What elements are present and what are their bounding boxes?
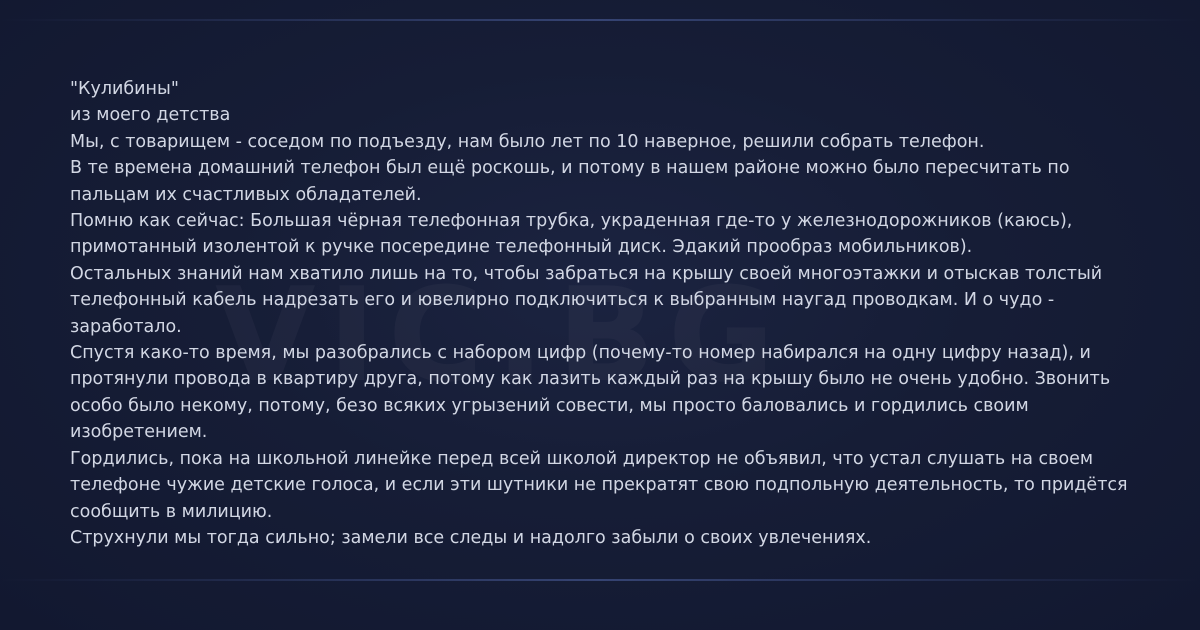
story-line: Гордились, пока на школьной линейке перед всей школой директор не объявил, что устал слушать на своем — [70, 448, 1094, 469]
story-line: особо было некому, потому, безо всяких угрызений совести, мы просто баловались и гордились своим — [70, 395, 1029, 416]
story-title: "Кулибины" — [70, 79, 179, 99]
story-line: телефоне чужие детские голоса, и если эти шутники не прекратят свою подпольную деятельность, то придётся — [70, 475, 1128, 496]
story-line: сообщить в милицию. — [70, 501, 273, 522]
story-line: заработало. — [70, 316, 182, 337]
story-line: Мы, с товарищем - соседом по подъезду, нам было лет по 10 наверное, решили собрать телефон. — [70, 131, 985, 152]
story-line: Помню как сейчас: Большая чёрная телефонная трубка, украденная где-то у железнодорожников (каюсь), — [70, 211, 1073, 232]
story-line: Остальных знаний нам хватило лишь на то, чтобы забраться на крышу своей многоэтажки и отыскав толстый — [70, 263, 1103, 284]
story-line: изобретением. — [70, 422, 208, 443]
story-line: примотанный изолентой к ручке посередине телефонный диск. Эдакий прообраз мобильников). — [70, 237, 973, 258]
story-subtitle: из моего детства — [70, 105, 231, 126]
story-line: протянули провода в квартиру друга, потому как лазить каждый раз на крышу было не очень удобно. Звонить — [70, 369, 1111, 390]
story-line: В те времена домашний телефон был ещё роскошь, и потому в нашем районе можно было пересчитать по — [70, 158, 1070, 179]
story-line: Струхнули мы тогда сильно; замели все следы и надолго забыли о своих увлечениях. — [70, 527, 872, 548]
story-line: пальцам их счастливых обладателей. — [70, 184, 422, 205]
top-divider — [0, 19, 1200, 21]
story-text — [70, 76, 1140, 551]
bottom-divider — [0, 579, 1200, 581]
story-line: Спустя како-то время, мы разобрались с набором цифр (почему-то номер набирался на одну цифру назад), и — [70, 343, 1091, 364]
story-line: телефонный кабель надрезать его и ювелирно подключиться к выбранным наугад проводкам. И о чудо - — [70, 290, 1055, 311]
